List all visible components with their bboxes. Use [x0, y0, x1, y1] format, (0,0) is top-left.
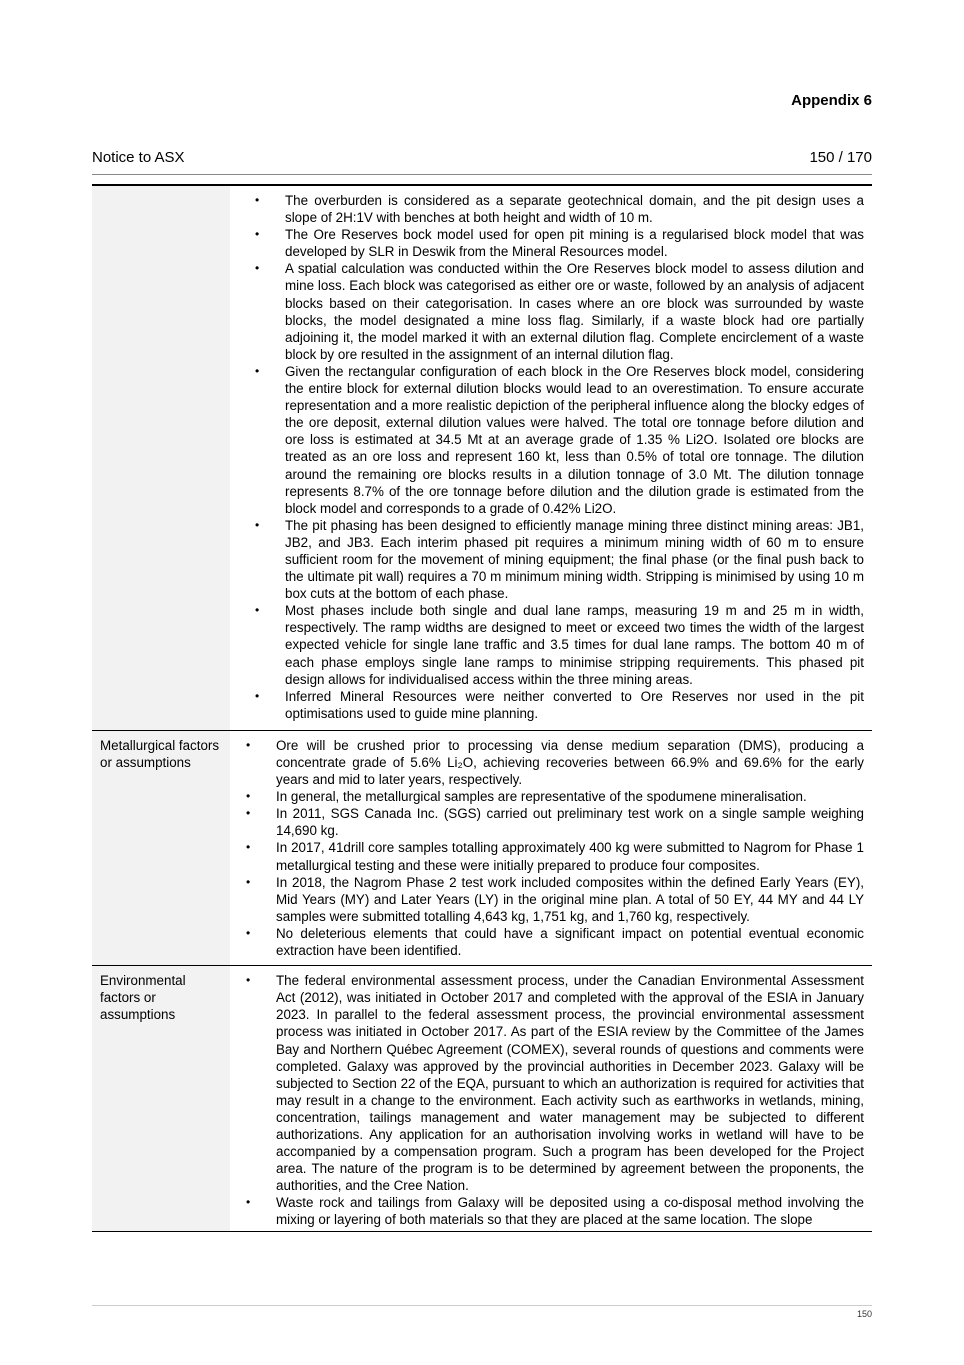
row-content	[230, 966, 872, 1231]
page-number: 150	[856, 1309, 872, 1319]
bullet-list	[230, 737, 864, 959]
list-item: • In 2018, the Nagrom Phase 2 test work included composites within the defined Early Years (EY), Mid Years (MY) and Later Years (LY) in the original mine plan. A total of 50 EY, 44 MY and 44 LY samples were submitted totalling 4,643 kg, 1,751 kg, and 1,760 kg, respectively.	[276, 874, 864, 925]
row-label: Metallurgical factors or assumptions	[92, 730, 230, 965]
criteria-table	[92, 186, 872, 1232]
row-label: Environmental factors or assumptions	[92, 966, 230, 1231]
table-row	[92, 730, 872, 965]
list-item: • Most phases include both single and dual lane ramps, measuring 19 m and 25 m in width, respectively. The ramp widths are designed to meet or exceed two times the width of the largest expected vehicle for single lane traffic and 3.5 times for dual lane ramps. The bottom 40 m of each phase employs single lane ramps to minimise stripping requirements. This phased pit design allows for individualised access within the three mining areas.	[285, 602, 864, 687]
list-item: • The pit phasing has been designed to efficiently manage mining three distinct mining areas: JB1, JB2, and JB3. Each interim phased pit requires a minimum mining width of 60 m to ensure sufficient room for the movement of mining equipment; the final phase (or the final push back to the ultimate pit wall) requires a 70 m minimum mining width. Stripping is minimised by using 10 m box cuts at the bottom of each phase.	[285, 517, 864, 602]
appendix-title: Appendix 6	[791, 92, 872, 109]
page-counter: 150 / 170	[809, 149, 872, 166]
list-item: • Given the rectangular configuration of each block in the Ore Reserves block model, considering the entire block for external dilution blocks would lead to an overestimation. To ensure accurate representation and a more realistic depiction of the peripheral influence along the blocky edges of the ore deposit, external dilution values were halved. The total ore tonnage before dilution and ore loss is estimated at 34.5 Mt at an average grade of 1.35 % Li2O. Isolated ore blocks are treated as an ore loss and represent 160 kt, less than 0.5% of total ore tonnage. The dilution around the remaining ore blocks results in a dilution tonnage of 3.0 Mt. The dilution tonnage represents 8.7% of the ore tonnage before dilution and the dilution grade is estimated from the block model and corresponds to a grade of 0.42% Li2O.	[285, 363, 864, 517]
header-rule-thin	[92, 174, 872, 175]
document-title: Notice to ASX	[92, 149, 185, 166]
footer-rule	[92, 1305, 872, 1306]
list-item: • No deleterious elements that could have a significant impact on potential eventual economic extraction have been identified.	[276, 925, 864, 959]
list-item: • The overburden is considered as a separate geotechnical domain, and the pit design uses a slope of 2H:1V with benches at both height and width of 10 m.	[285, 192, 864, 226]
bullet-list	[230, 972, 864, 1228]
list-item: • In 2017, 41drill core samples totalling approximately 400 kg were submitted to Nagrom for Phase 1 metallurgical testing and these were initially prepared to produce four composites.	[276, 839, 864, 873]
list-item: • A spatial calculation was conducted within the Ore Reserves block model to assess dilution and mine loss. Each block was categorised as either ore or waste, followed by an analysis of adjacent blocks based on their categorisation. In cases where an ore block was surrounded by waste blocks, the model designated a mine loss flag. Similarly, if a waste block had ore partially adjoining it, the model marked it with an external dilution flag. Complete encirclement of a waste block by ore resulted in the assignment of an internal dilution flag.	[285, 260, 864, 363]
table-row	[92, 966, 872, 1231]
row-content	[230, 186, 872, 730]
list-item: • Inferred Mineral Resources were neither converted to Ore Reserves nor used in the pit optimisations used to guide mine planning.	[285, 688, 864, 722]
row-content	[230, 730, 872, 965]
bullet-list	[106, 192, 864, 722]
list-item: • The federal environmental assessment process, under the Canadian Environmental Assessment Act (2012), was initiated in October 2017 and completed with the approval of the ESIA in January 2023. In parallel to the federal assessment process, the provincial environmental assessment process was initiated in October 2017. As part of the ESIA review by the Committee of the James Bay and Northern Québec Agreement (COMEX), several rounds of questions and comments were completed. Galaxy was approved by the provincial authorities in December 2023. Galaxy will be subjected to Section 22 of the EQA, pursuant to which an authorization is required for activities that may result in a change to the environment. Each activity such as earthworks in wetlands, mining, concentration, tailings management and water management may be subjected to different authorizations. Any application for an authorisation involving works in wetland will have to be accompanied by a compensation program. Such a program has been developed for the Project area. The nature of the program is to be determined by agreement between the proponents, the authorities, and the Cree Nation.	[276, 972, 864, 1194]
list-item: • Waste rock and tailings from Galaxy will be deposited using a co-disposal method involving the mixing or layering of both materials so that they are placed at the same location. The slope	[276, 1194, 864, 1228]
list-item: • The Ore Reserves bock model used for open pit mining is a regularised block model that was developed by SLR in Deswik from the Mineral Resources model.	[285, 226, 864, 260]
list-item: • In general, the metallurgical samples are representative of the spodumene mineralisation.	[276, 788, 864, 805]
table-row	[92, 186, 872, 730]
list-item: • Ore will be crushed prior to processing via dense medium separation (DMS), producing a concentrate grade of 5.6% Li₂O, achieving recoveries between 66.9% and 69.6% for the early years and mid to later years, respectively.	[276, 737, 864, 788]
list-item: • In 2011, SGS Canada Inc. (SGS) carried out preliminary test work on a single sample weighing 14,690 kg.	[276, 805, 864, 839]
